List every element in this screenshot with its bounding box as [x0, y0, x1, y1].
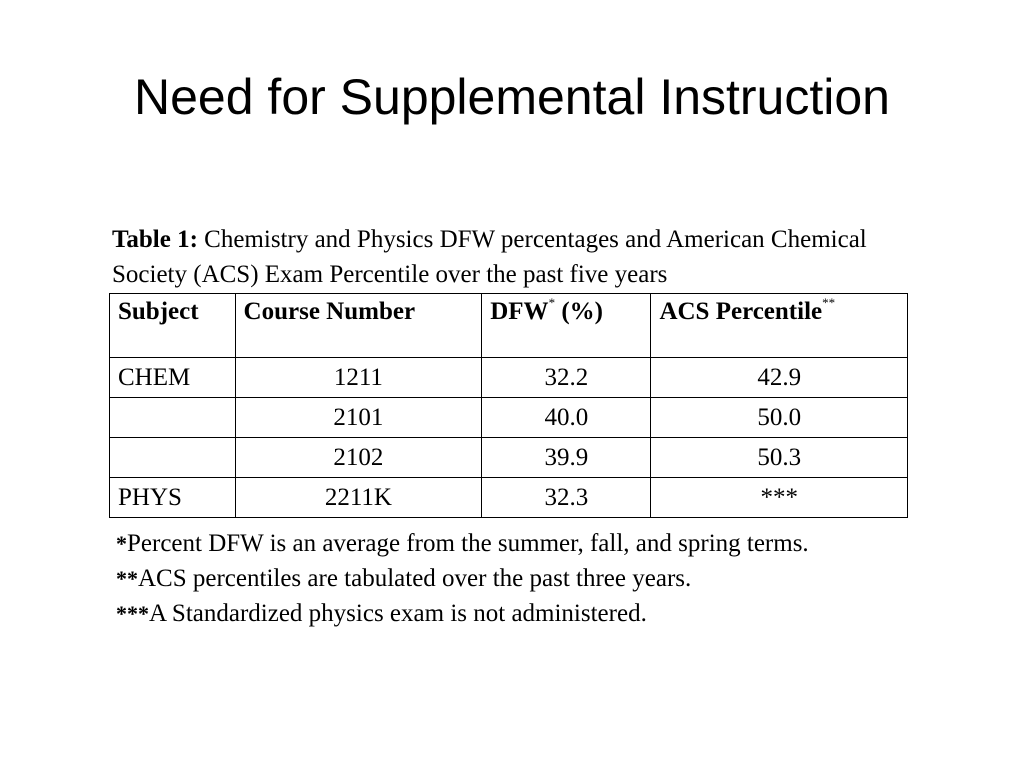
table-row: [110, 478, 908, 518]
cell-dfw: 32.3: [482, 478, 651, 518]
cell-subject: PHYS: [110, 478, 236, 518]
footnote-text: ACS percentiles are tabulated over the past three years.: [138, 565, 692, 592]
footnote-mark: **: [116, 566, 138, 591]
cell-acs: 50.3: [651, 438, 908, 478]
cell-dfw: 32.2: [482, 358, 651, 398]
table-caption: [112, 222, 942, 292]
header-subject: Subject: [110, 294, 236, 358]
cell-dfw: 40.0: [482, 398, 651, 438]
dfw-acs-table: [109, 293, 908, 518]
cell-acs: 42.9: [651, 358, 908, 398]
slide-title: Need for Supplemental Instruction: [134, 69, 890, 125]
footnote-mark: *: [116, 531, 127, 556]
cell-subject: [110, 438, 236, 478]
footnote-text: A Standardized physics exam is not administered.: [149, 600, 647, 627]
header-acs-footnote-mark: **: [822, 295, 836, 310]
table-row: [110, 438, 908, 478]
header-dfw: [482, 294, 651, 358]
table-row: [110, 358, 908, 398]
cell-acs: 50.0: [651, 398, 908, 438]
footnote-text: Percent DFW is an average from the summer, fall, and spring terms.: [127, 530, 809, 557]
footnote-physics: [116, 596, 996, 631]
cell-subject: CHEM: [110, 358, 236, 398]
header-acs-label: ACS Percentile: [659, 298, 823, 325]
table-caption-text: Chemistry and Physics DFW percentages and American Chemical Society (ACS) Exam Percentile over the past five years: [112, 226, 867, 288]
cell-acs: ***: [651, 478, 908, 518]
cell-course-number: 2211K: [235, 478, 482, 518]
cell-subject: [110, 398, 236, 438]
table-caption-label: Table 1:: [112, 226, 198, 253]
cell-course-number: 1211: [235, 358, 482, 398]
table-header-row: [110, 294, 908, 358]
cell-course-number: 2102: [235, 438, 482, 478]
cell-course-number: 2101: [235, 398, 482, 438]
footnote-dfw: [116, 526, 996, 561]
footnote-acs: [116, 561, 996, 596]
table-row: [110, 398, 908, 438]
header-dfw-unit: (%): [555, 298, 603, 325]
footnote-mark: ***: [116, 601, 149, 626]
header-dfw-footnote-mark: *: [548, 295, 556, 310]
footnotes: [116, 526, 996, 631]
header-acs-percentile: [651, 294, 908, 358]
header-dfw-label: DFW: [490, 298, 549, 325]
cell-dfw: 39.9: [482, 438, 651, 478]
header-course-number: Course Number: [235, 294, 482, 358]
